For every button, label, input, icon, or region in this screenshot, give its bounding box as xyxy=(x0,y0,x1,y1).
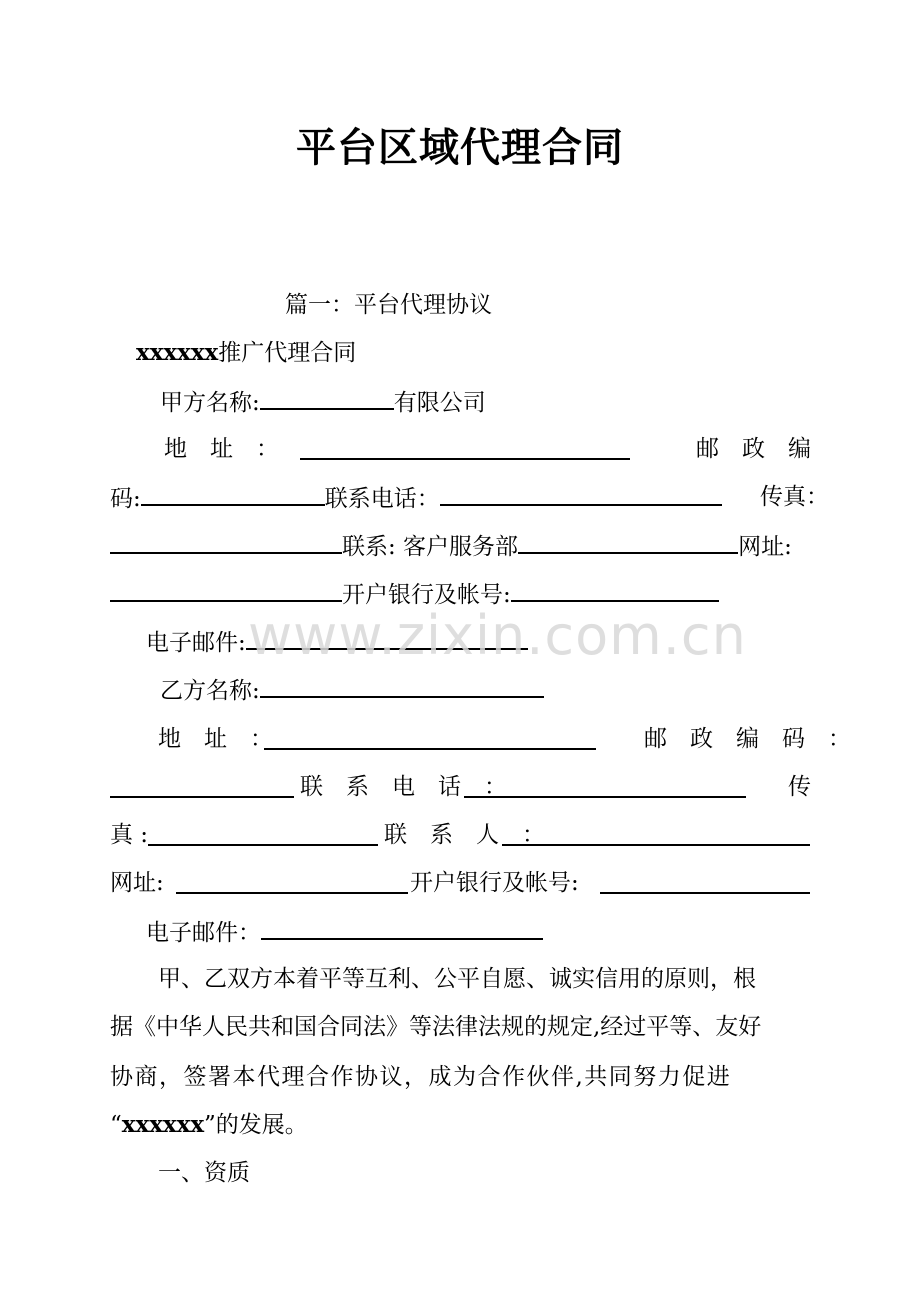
party-a-postal-row xyxy=(110,482,722,514)
party-a-fax-blank[interactable] xyxy=(110,530,342,554)
party-b-fax-blank[interactable] xyxy=(148,822,378,846)
party-a-website-label: 网址: xyxy=(738,534,792,560)
party-a-postal-blank[interactable] xyxy=(141,482,325,506)
party-a-phone-label: 联系电话： xyxy=(324,486,440,512)
contract-name-suffix: 推广代理合同 xyxy=(218,340,357,366)
party-a-name-suffix: 有限公司 xyxy=(393,390,486,416)
party-a-address-blank[interactable] xyxy=(300,436,630,460)
chapter-heading: 篇一：平台代理协议 xyxy=(285,292,492,318)
paragraph-line-1: 甲、乙双方本着平等互利、公平自愿、诚实信用的原则，根 xyxy=(158,966,756,992)
party-a-email-label: 电子邮件: xyxy=(146,630,246,656)
party-a-website-blank[interactable] xyxy=(110,578,342,602)
contract-name xyxy=(136,338,356,368)
party-b-contact-label: 联 系 人 ： xyxy=(384,822,545,848)
party-b-bank-blank[interactable] xyxy=(600,870,810,894)
party-a-address-label: 地 址 ： xyxy=(164,436,279,462)
party-a-name-row xyxy=(160,386,486,418)
party-a-contact-label: 联系: 客户服务部 xyxy=(342,534,519,560)
party-b-postal-label: 邮 政 编 码 ： xyxy=(644,726,851,752)
paragraph-product-name: xxxxxx xyxy=(121,1111,205,1138)
party-b-contact-blank[interactable] xyxy=(502,822,810,846)
party-a-postal-label-end: 码: xyxy=(110,486,141,512)
section-one-heading: 一、资质 xyxy=(158,1160,250,1186)
party-b-name-label: 乙方名称: xyxy=(160,678,260,704)
party-a-name-blank[interactable] xyxy=(260,386,394,410)
party-b-postal-blank[interactable] xyxy=(110,774,294,798)
party-a-phone-blank[interactable] xyxy=(440,482,722,506)
party-a-bank-blank[interactable] xyxy=(511,578,719,602)
paragraph-line-3: 协商，签署本代理合作协议，成为合作伙伴,共同努力促进 xyxy=(110,1064,732,1090)
party-b-email-row xyxy=(146,916,543,948)
party-b-phone-blank[interactable] xyxy=(464,774,746,798)
party-b-email-label: 电子邮件： xyxy=(146,920,261,946)
party-b-email-blank[interactable] xyxy=(261,916,543,940)
party-b-website-blank[interactable] xyxy=(176,870,408,894)
party-b-phone-label: 联 系 电 话 ： xyxy=(300,774,507,800)
party-b-website-label: 网址: xyxy=(110,870,164,896)
party-b-address-label: 地 址 ： xyxy=(158,726,273,752)
watermark: www.zixin.com.cn xyxy=(248,604,747,667)
contract-name-prefix: xxxxxx xyxy=(136,339,219,366)
paragraph-line-4 xyxy=(110,1110,308,1140)
party-a-contact-row xyxy=(110,530,792,562)
contract-title: 平台区域代理合同 xyxy=(296,124,624,171)
party-b-bank-label: 开户银行及帐号: xyxy=(410,870,579,896)
party-b-name-blank[interactable] xyxy=(260,674,544,698)
party-a-postal-label-start: 邮 政 编 xyxy=(696,436,811,462)
paragraph-line-2: 据《中华人民共和国合同法》等法律法规的规定,经过平等、友好 xyxy=(110,1014,762,1040)
party-a-name-label: 甲方名称: xyxy=(160,390,260,416)
party-b-name-row xyxy=(160,674,544,706)
party-a-fax-label: 传真： xyxy=(760,484,829,510)
party-b-address-blank[interactable] xyxy=(264,726,596,750)
party-a-bank-label: 开户银行及帐号: xyxy=(342,582,511,608)
party-a-contact-blank[interactable] xyxy=(518,530,738,554)
party-b-fax-label-start: 传 xyxy=(788,774,811,800)
paragraph-line-4-rest: ”的发展。 xyxy=(204,1112,308,1138)
party-b-fax-label-end: 真 : xyxy=(110,822,149,848)
quote-open: “ xyxy=(110,1112,122,1138)
